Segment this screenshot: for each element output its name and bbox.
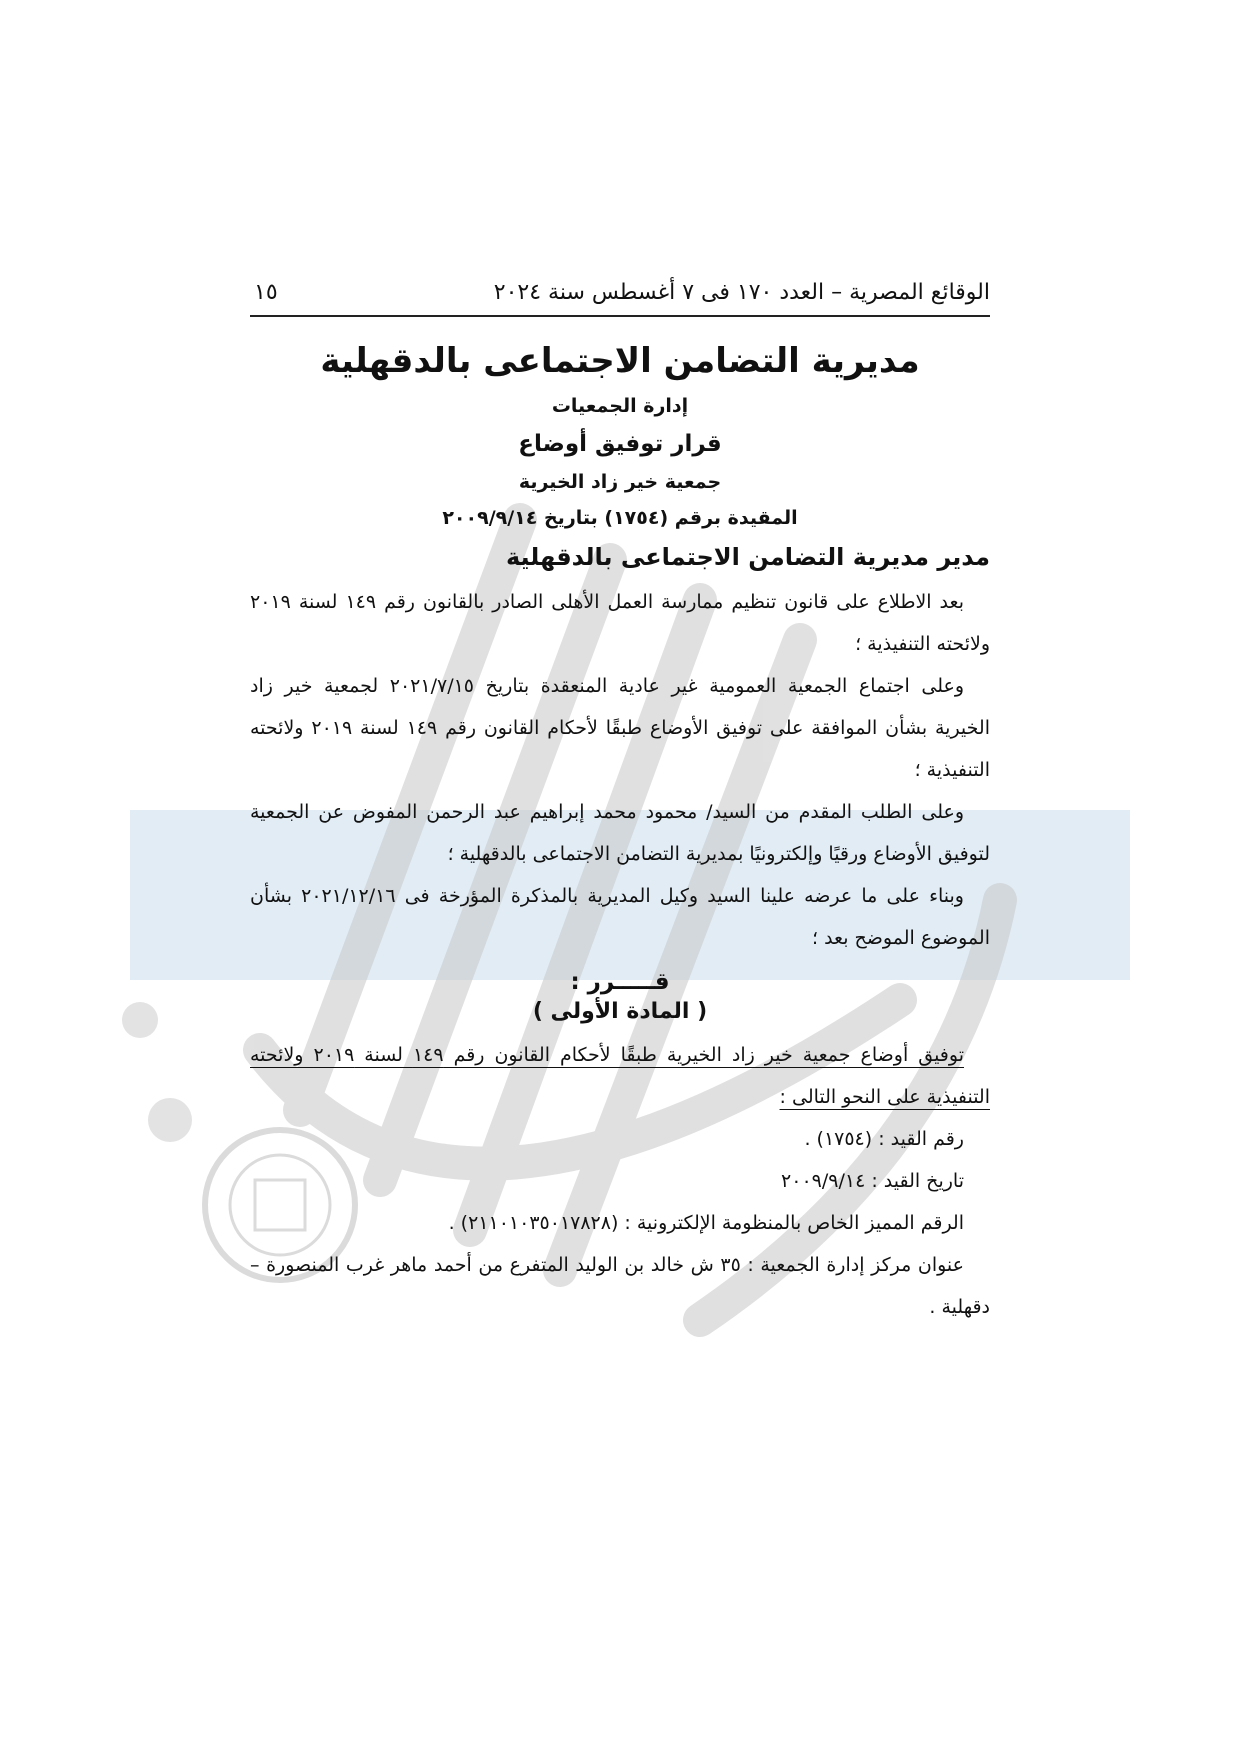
gazette-header xyxy=(250,280,990,317)
preamble-paragraph-1: بعد الاطلاع على قانون تنظيم ممارسة العمل الأهلى الصادر بالقانون رقم ١٤٩ لسنة ٢٠١٩ ولائحته التنفيذية ؛ xyxy=(250,591,990,655)
field-address: عنوان مركز إدارة الجمعية : ٣٥ ش خالد بن الوليد المتفرع من أحمد ماهر غرب المنصورة – دقهلية . xyxy=(250,1254,990,1318)
department-name: إدارة الجمعيات xyxy=(551,395,689,417)
decision-title: قرار توفيق أوضاع xyxy=(518,431,722,457)
field-registration-number: رقم القيد : (١٧٥٤) . xyxy=(804,1128,964,1150)
decree-label: قـــــرر : xyxy=(570,969,670,995)
field-electronic-id: الرقم المميز الخاص بالمنظومة الإلكترونية : (٢١١٠١٠٣٥٠١٧٨٢٨) . xyxy=(448,1212,964,1234)
directorate-title: مديرية التضامن الاجتماعى بالدقهلية xyxy=(320,341,920,381)
association-name: جمعية خير زاد الخيرية xyxy=(518,471,722,493)
registration-line: المقيدة برقم (١٧٥٤) بتاريخ ٢٠٠٩/٩/١٤ xyxy=(442,507,798,529)
preamble-paragraph-3: وعلى الطلب المقدم من السيد/ محمود محمد إبراهيم عبد الرحمن المفوض عن الجمعية لتوفيق الأوضاع ورقيًا وإلكترونيًا بمديرية التضامن الاجتماعى بالدقهلية ؛ xyxy=(250,801,990,865)
field-registration-date: تاريخ القيد : ٢٠٠٩/٩/١٤ xyxy=(781,1170,964,1192)
article-label: ( المادة الأولى ) xyxy=(532,999,708,1024)
gazette-title: الوقائع المصرية – العدد ١٧٠ فى ٧ أغسطس سنة ٢٠٢٤ xyxy=(493,280,990,305)
preamble-paragraph-4: وبناء على ما عرضه علينا السيد وكيل المديرية بالمذكرة المؤرخة فى ٢٠٢١/١٢/١٦ بشأن الموضوع الموضح بعد ؛ xyxy=(250,885,990,949)
document-page xyxy=(250,280,990,1328)
preamble-paragraph-2: وعلى اجتماع الجمعية العمومية غير عادية المنعقدة بتاريخ ٢٠٢١/٧/١٥ لجمعية خير زاد الخيرية بشأن الموافقة على توفيق الأوضاع طبقًا لأحكام القانون رقم ١٤٩ لسنة ٢٠١٩ ولائحته التنفيذية ؛ xyxy=(250,675,991,781)
official-title: مدير مديرية التضامن الاجتماعى بالدقهلية xyxy=(505,543,990,571)
page-number: ١٥ xyxy=(254,280,278,305)
article-text: توفيق أوضاع جمعية خير زاد الخيرية طبقًا لأحكام القانون رقم ١٤٩ لسنة ٢٠١٩ ولائحته التنفيذية على النحو التالى : xyxy=(250,1044,990,1108)
